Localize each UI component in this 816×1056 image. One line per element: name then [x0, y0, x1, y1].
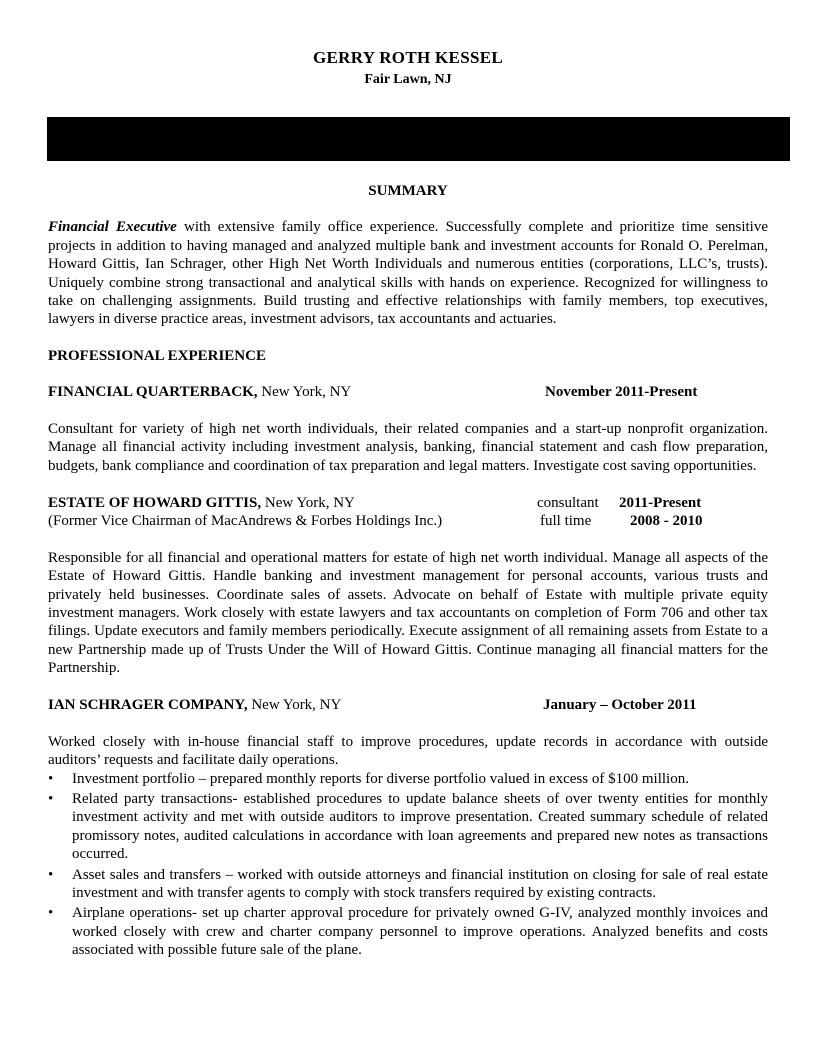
experience-heading: PROFESSIONAL EXPERIENCE: [48, 347, 266, 364]
job-description: Responsible for all financial and operational matters for estate of high net worth individual. Manage all aspects of the Estate of Howard Gittis. Handle banking and investment management for personal accounts, various trusts and privately held businesses. Coordinate sales of assets. Advocate on behalf of Estate with multiple private equity investment managers. Work closely with estate lawyers and tax accountants on completion of Form 706 and other tax filings. Update executors and family members periodically. Execute assignment of all remaining assets from Estate to a new Partnership made up of Trusts Under the Will of Howard Gittis. Continue managing all financial matters for the Partnership.: [48, 549, 768, 677]
bullet-icon: •: [48, 770, 54, 787]
list-item: [48, 790, 768, 864]
job-dates-full-time: 2008 - 2010: [630, 513, 703, 530]
bullet-text: Airplane operations- set up charter approval procedure for privately owned G-IV, analyzed monthly invoices and worked closely with crew and charter company personnel to improve operations. Analyzed benefits and costs associated with possible future sale of the plane.: [72, 905, 768, 959]
job-title: [48, 494, 355, 512]
list-item: [48, 770, 768, 788]
job-title: [48, 696, 341, 714]
job-header-financial-quarterback: [48, 383, 768, 401]
job-description: Worked closely with in-house financial staff to improve procedures, update records in accordance with outside auditors’ requests and facilitate daily operations.: [48, 733, 768, 769]
job-dates-consultant: 2011-Present: [619, 494, 702, 511]
job-subtitle: (Former Vice Chairman of MacAndrews & Forbes Holdings Inc.): [48, 513, 443, 530]
job-company: ESTATE OF HOWARD GITTIS,: [48, 494, 262, 511]
job-bullet-list: [48, 770, 768, 960]
job-company: IAN SCHRAGER COMPANY,: [48, 697, 248, 714]
job-subtitle-row: [48, 512, 768, 530]
list-item: [48, 904, 768, 959]
bullet-text: Investment portfolio – prepared monthly reports for diverse portfolio valued in excess of $100 million.: [72, 770, 689, 787]
redaction-bar: [47, 117, 790, 161]
job-header-estate-of-howard-gittis: [48, 494, 768, 512]
summary-text: with extensive family office experience. Successfully complete and prioritize time sensitive projects in addition to having managed and analyzed multiple bank and investment accounts for Ronald O. Perelman, Howard Gittis, Ian Schrager, other High Net Worth Individuals and numerous entities (corporations, LLC’s, trusts). Uniquely combine strong transactional and analytical skills with hands on experience. Recognized for willingness to take on challenging assignments. Build trusting and effective relationships with family members, top executives, lawyers in diverse practice areas, investment advisors, tax accountants and actuaries.: [48, 219, 768, 328]
job-role-consultant: consultant: [537, 494, 599, 511]
job-header-ian-schrager-company: [48, 696, 768, 714]
job-description: Consultant for variety of high net worth individuals, their related companies and a start-up nonprofit organization. Manage all financial activity including investment analysis, banking, financial statement and cash flow preparation, budgets, bank compliance and coordination of tax preparation and legal matters. Investigate cost saving opportunities.: [48, 421, 768, 474]
job-dates: November 2011-Present: [545, 384, 698, 401]
bullet-icon: •: [48, 905, 54, 922]
bullet-text: Asset sales and transfers – worked with outside attorneys and financial institution on closing for sale of real estate investment and with transfer agents to comply with stock transfers required by existing contracts.: [72, 866, 768, 902]
resume-body: [48, 182, 768, 962]
candidate-name: GERRY ROTH KESSEL: [313, 48, 503, 67]
job-location: New York, NY: [261, 494, 355, 511]
list-item: [48, 866, 768, 903]
summary-lead: Financial Executive: [48, 219, 177, 236]
summary-paragraph: [48, 218, 768, 328]
job-location: New York, NY: [247, 697, 342, 714]
job-title: [48, 383, 351, 401]
bullet-icon: •: [48, 866, 54, 883]
bullet-icon: •: [48, 791, 54, 808]
job-role-full-time: full time: [540, 513, 592, 530]
bullet-text: Related party transactions- established procedures to update balance sheets of over twenty entities for monthly investment activity and met with outside auditors to improve presentation. Created summary schedule of related promissory notes, audited calculations in accordance with loan agreements and prepared new notes as transactions occurred.: [72, 791, 768, 863]
candidate-location: Fair Lawn, NJ: [364, 72, 452, 87]
job-location: New York, NY: [257, 384, 352, 401]
summary-heading: SUMMARY: [368, 183, 448, 199]
job-dates: January – October 2011: [543, 697, 697, 714]
job-company: FINANCIAL QUARTERBACK,: [48, 384, 258, 401]
